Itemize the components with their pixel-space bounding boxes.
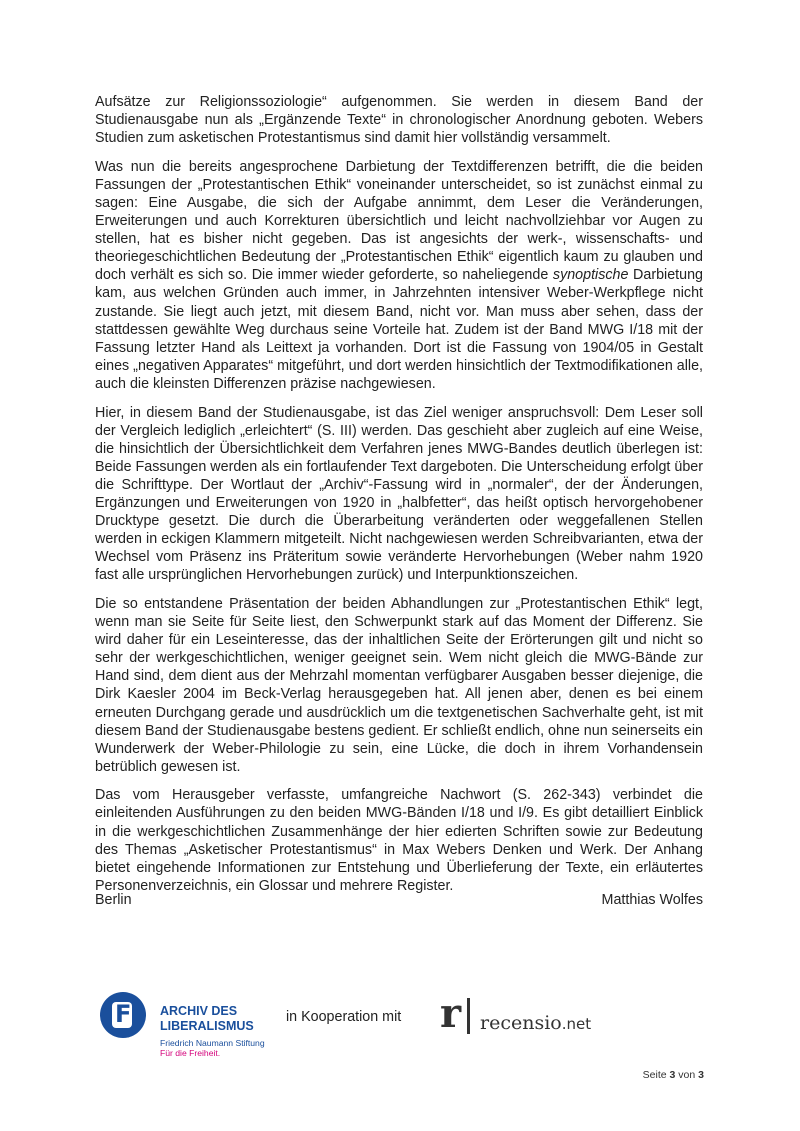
archiv-logo-title-line1: ARCHIV DES <box>160 1004 238 1018</box>
paragraph-1: Aufsätze zur Religionssoziologie“ aufgenommen. Sie werden in diesem Band der Studienausgabe nun als „Ergänzende Texte“ in chronologischer Anordnung geboten. Webers Studien zum asketischen Protestantismus sind damit hier vollständig versammelt. <box>95 94 703 147</box>
paragraph-2-text-b: Darbietung kam, aus welchen Gründen auch immer, in Jahrzehnten intensiver Weber-Werkpflege nicht zustande. Sie liegt auch jetzt, mit diesem Band, nicht vor. Man muss aber sehen, dass der stattdessen gewählte Weg durchaus seine Vorteile hat. Zudem ist der Band MWG I/18 mit der Fassung letzter Hand als Leittext ja vorhanden. Dort ist die Fassung von 1904/05 in Gestalt eines „negativen Apparates“ mitgeführt, und dort werden hinsichtlich der Textmodifikationen alle, auch die kleinsten Differenzen präzise nachgewiesen. <box>95 267 704 392</box>
fnf-emblem-letter: F <box>115 1000 132 1028</box>
recensio-wordmark <box>480 1011 591 1036</box>
page-separator: von <box>678 1069 696 1081</box>
signature-line <box>95 892 703 908</box>
signature-author: Matthias Wolfes <box>601 892 703 908</box>
page-number <box>643 1069 704 1081</box>
page-current: 3 <box>669 1069 676 1081</box>
archiv-logo-title-line2: LIBERALISMUS <box>160 1019 254 1033</box>
archiv-logo-slogan: Für die Freiheit. <box>160 1048 221 1058</box>
signature-place: Berlin <box>95 892 132 908</box>
paragraph-2 <box>95 158 703 393</box>
recensio-tld: .net <box>561 1015 592 1033</box>
page-label: Seite <box>642 1069 667 1081</box>
archiv-logo-foundation: Friedrich Naumann Stiftung <box>160 1038 265 1048</box>
footer-logos <box>100 992 600 1062</box>
review-body <box>95 93 703 895</box>
paragraph-5: Das vom Herausgeber verfasste, umfangreiche Nachwort (S. 262-343) verbindet die einleitenden Ausführungen zu den beiden MWG-Bänden I/18 und I/9. Es gibt detailliert Einblick in die werkgeschichtlichen Zusammenhänge der hier edierten Schriften sowie zur Bedeutung des Themas „Asketischer Protestantismus“ in Max Webers Denken und Werk. Der Anhang bietet eingehende Informationen zur Entstehung und Überlieferung der Texte, ein erläutertes Personenverzeichnis, ein Glossar und mehrere Register. <box>95 787 703 894</box>
cooperation-text: in Kooperation mit <box>286 1009 402 1025</box>
page-total: 3 <box>698 1069 704 1081</box>
paragraph-4: Die so entstandene Präsentation der beiden Abhandlungen zur „Protestantischen Ethik“ legt, wenn man sie Seite für Seite liest, den Schwerpunkt stark auf das Moment der Differenz. Sie wird daher für ein Leseinteresse, das der inhaltlichen Seite der Erörterungen gilt und nicht so sehr der werkgeschichtlichen, weniger geeignet sein. Wem nicht gleich die MWG-Bände zur Hand sind, dem dient aus der Mehrzahl momentan verfügbarer Ausgaben besser diejenige, die Dirk Kaesler 2004 im Beck-Verlag herausgegeben hat. All jenen aber, denen es bei einem erneuten Durchgang gerade und ausdrücklich um die textgenetischen Sachverhalte geht, ist mit diesem Band der Studienausgabe bestens gedient. Er schließt endlich, ohne nun seinerseits ein Wunderwerk der Weber-Philologie zu sein, eine Lücke, die doch in ihrem Vorhandensein betrüblich gewesen ist. <box>95 595 704 775</box>
fnf-emblem-icon <box>100 992 146 1038</box>
archiv-logo-title <box>160 1004 254 1034</box>
recensio-r-letter: r <box>440 990 462 1037</box>
recensio-word: recensio <box>480 1012 562 1034</box>
paragraph-3: Hier, in diesem Band der Studienausgabe, ist das Ziel weniger anspruchsvoll: Dem Leser soll der Vergleich lediglich „erleichtert“ (S. III) werden. Das geschieht aber zugleich auf eine Weise, die hinsichtlich der Übersichtlichkeit dem Verfahren jenes MWG-Bandes deutlich überlegen ist: Beide Fassungen werden als ein fortlaufender Text dargeboten. Die Unterscheidung erfolgt über die Schrifttype. Der Wortlaut der „Archiv“-Fassung wird in „normaler“, der der Änderungen, Ergänzungen und Erweiterungen von 1920 in „halbfetter“, das heißt optisch hervorgehobener Drucktype gesetzt. Die durch die Überarbeitung veränderten oder weggefallenen Stellen werden in eckigen Klammern mitgeteilt. Nicht nachgewiesen werden Schreibvarianten, etwa der Wechsel vom Präsenz ins Präteritum sowie veränderte Hervorhebungen (Weber nahm 1920 fast alle ursprünglichen Hervorhebungen zurück) und Interpunktionszeichen. <box>95 404 703 584</box>
paragraph-2-text-a: Was nun die bereits angesprochene Darbietung der Textdifferenzen betrifft, die die beiden Fassungen der „Protestantischen Ethik“ voneinander unterscheidet, so ist zunächst einmal zu sagen: Eine Ausgabe, die sich der Aufgabe annimmt, dem Leser die Veränderungen, Erweiterungen und auch Korrekturen übersichtlich und leicht nachvollziehbar vor Augen zu stellen, hat es bisher nicht gegeben. Das ist angesichts der werk-, wissenschafts- und theoriegeschichtlichen Bedeutung der „Protestantischen Ethik“ eigentlich kaum zu glauben und doch verhält es sich so. Die immer wieder geforderte, so naheliegende <box>95 158 703 284</box>
recensio-r-mark-icon <box>440 990 470 1037</box>
paragraph-2-emphasis: synoptische <box>552 267 629 284</box>
